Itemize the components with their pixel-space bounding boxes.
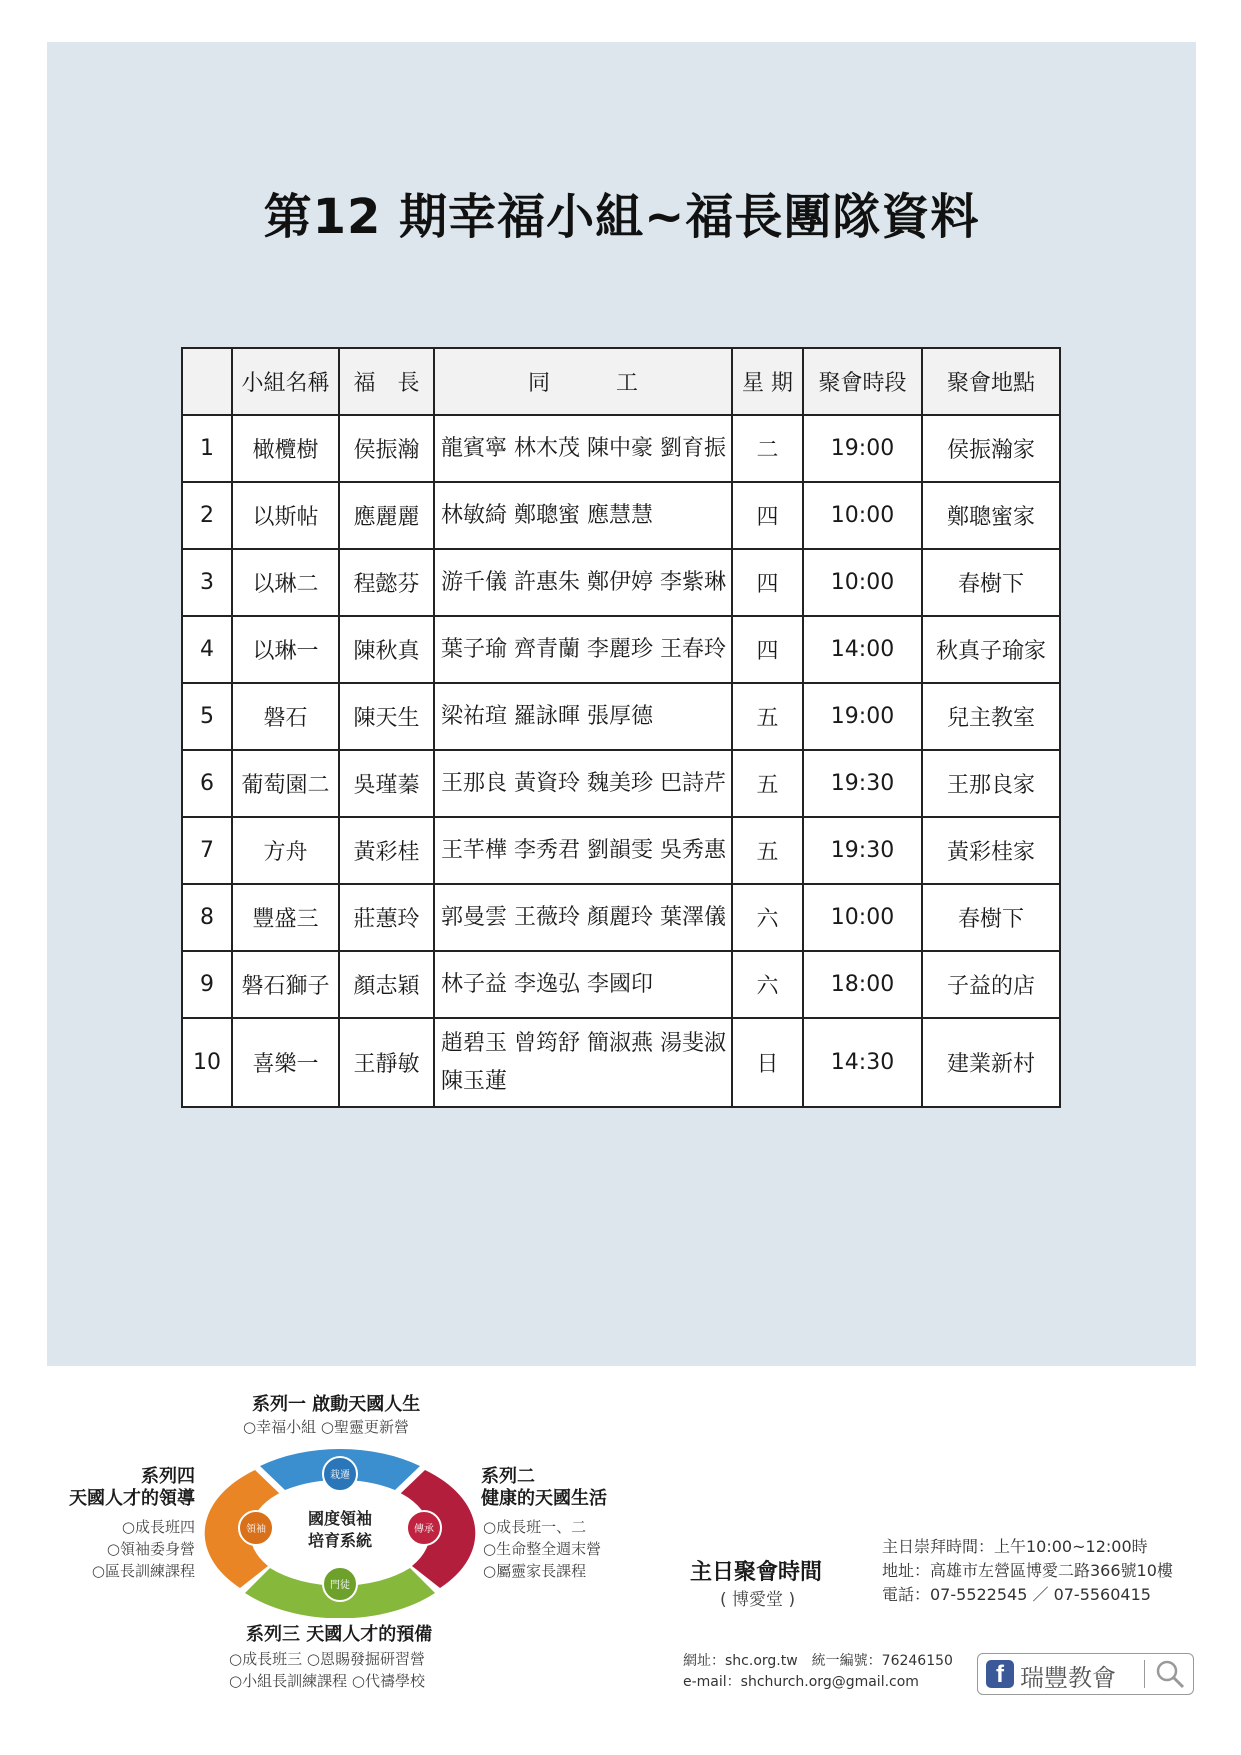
series1-title: 系列一 啟動天國人生 [252,1394,421,1415]
cell-number: 8 [182,884,232,951]
cell-day: 五 [732,817,803,884]
cell-leader: 顏志穎 [339,951,434,1018]
cell-day: 六 [732,884,803,951]
cell-leader: 陳秋真 [339,616,434,683]
header-coworkers: 同 工 [434,348,732,415]
cell-time: 18:00 [803,951,922,1018]
facebook-page-name: 瑞豐教會 [1020,1664,1116,1692]
cell-coworkers: 趙碧玉 曾筠舒 簡淑燕 湯斐淑 陳玉蓮 [434,1018,732,1107]
series3-item: ○成長班三 ○恩賜發掘研習營 [229,1650,425,1668]
cell-place: 春樹下 [922,549,1060,616]
cell-time: 19:30 [803,750,922,817]
cell-leader: 應麗麗 [339,482,434,549]
cell-place: 春樹下 [922,884,1060,951]
cell-time: 10:00 [803,549,922,616]
series4-item: ○成長班四 [121,1518,195,1536]
worship-time-title: 主日聚會時間 [690,1560,823,1585]
cell-day: 四 [732,482,803,549]
cell-place: 子益的店 [922,951,1060,1018]
facebook-search-box[interactable] [977,1653,1194,1695]
cell-number: 10 [182,1018,232,1107]
node-right: 傳承 [414,1524,434,1535]
series4-item: ○區長訓練課程 [91,1562,195,1580]
cell-day: 六 [732,951,803,1018]
cell-group-name: 以琳一 [232,616,339,683]
cell-place: 王那良家 [922,750,1060,817]
cell-leader: 吳瑾蓁 [339,750,434,817]
page-title: 第12 期幸福小組~福長團隊資料 [263,189,980,245]
phone: 電話：07-5522545 ／ 07-5560415 [882,1585,1151,1604]
cell-place: 侯振瀚家 [922,415,1060,482]
cell-group-name: 豐盛三 [232,884,339,951]
series2-title-line2: 健康的天國生活 [481,1488,607,1509]
cell-coworkers: 林子益 李逸弘 李國印 [434,951,732,1018]
cell-coworkers: 郭曼雲 王薇玲 顏麗玲 葉澤儀 [434,884,732,951]
cell-time: 19:30 [803,817,922,884]
cell-leader: 黃彩桂 [339,817,434,884]
node-top: 栽遷 [330,1470,350,1481]
cell-group-name: 以斯帖 [232,482,339,549]
diagram-center-line1: 國度領袖 [307,1509,373,1528]
header-day: 星 期 [732,348,803,415]
cell-group-name: 喜樂一 [232,1018,339,1107]
series2-item: ○屬靈家長課程 [483,1562,587,1580]
cell-day: 四 [732,549,803,616]
cell-time: 19:00 [803,683,922,750]
cell-coworkers: 葉子瑜 齊青蘭 李麗珍 王春玲 [434,616,732,683]
cell-number: 7 [182,817,232,884]
cell-coworkers: 游千儀 許惠朱 鄭伊婷 李紫琳 [434,549,732,616]
worship-location: ( 博愛堂 ) [720,1590,796,1610]
cell-leader: 莊蕙玲 [339,884,434,951]
series4-item: ○領袖委身營 [106,1540,195,1558]
table-row [182,549,1060,616]
table-row [182,1018,1060,1107]
cell-time: 10:00 [803,482,922,549]
cell-number: 3 [182,549,232,616]
series2-title-line1: 系列二 [481,1466,535,1487]
cell-leader: 侯振瀚 [339,415,434,482]
search-icon[interactable] [1152,1656,1188,1692]
cell-group-name: 葡萄園二 [232,750,339,817]
table-row [182,415,1060,482]
cell-time: 10:00 [803,884,922,951]
header-time: 聚會時段 [803,348,922,415]
node-left: 領袖 [246,1524,266,1535]
table-row [182,482,1060,549]
cell-place: 建業新村 [922,1018,1060,1107]
cell-time: 14:00 [803,616,922,683]
cell-number: 2 [182,482,232,549]
cell-group-name: 磐石獅子 [232,951,339,1018]
node-bottom: 門徒 [330,1580,350,1591]
cell-place: 秋真子瑜家 [922,616,1060,683]
cell-day: 五 [732,750,803,817]
table-row [182,616,1060,683]
cell-leader: 程懿芬 [339,549,434,616]
cell-leader: 陳天生 [339,683,434,750]
series3-title: 系列三 天國人才的預備 [246,1624,433,1645]
cell-place: 兒主教室 [922,683,1060,750]
email[interactable]: e-mail：shchurch.org@gmail.com [683,1674,919,1690]
cell-place: 黃彩桂家 [922,817,1060,884]
series4-title-line2: 天國人才的領導 [69,1488,195,1509]
cell-group-name: 以琳二 [232,549,339,616]
series2-item: ○成長班一、二 [483,1518,587,1536]
cell-number: 5 [182,683,232,750]
cell-day: 四 [732,616,803,683]
table-row [182,683,1060,750]
cell-day: 五 [732,683,803,750]
cell-coworkers: 王芊樺 李秀君 劉韻雯 吳秀惠 [434,817,732,884]
series4-title-line1: 系列四 [141,1466,195,1487]
cell-group-name: 方舟 [232,817,339,884]
cell-group-name: 橄欖樹 [232,415,339,482]
facebook-icon: f [986,1660,1014,1688]
header-place: 聚會地點 [922,348,1060,415]
cell-place: 鄭聰蜜家 [922,482,1060,549]
cell-coworkers: 林敏綺 鄭聰蜜 應慧慧 [434,482,732,549]
service-time: 主日崇拜時間：上午10:00~12:00時 [882,1537,1148,1556]
table-row [182,951,1060,1018]
series1-items: ○幸福小組 ○聖靈更新營 [243,1418,409,1436]
cell-number: 1 [182,415,232,482]
group-leaders-table [181,347,1061,1108]
table-row [182,884,1060,951]
cell-day: 二 [732,415,803,482]
table-row [182,817,1060,884]
header-leader: 福 長 [339,348,434,415]
header-number [182,348,232,415]
cell-time: 14:30 [803,1018,922,1107]
table-row [182,750,1060,817]
cell-leader: 王靜敏 [339,1018,434,1107]
cell-group-name: 磐石 [232,683,339,750]
cell-coworkers: 梁祐瑄 羅詠暉 張厚德 [434,683,732,750]
series2-item: ○生命整全週末營 [483,1540,602,1558]
leadership-cycle-diagram [200,1438,480,1618]
header-group-name: 小組名稱 [232,348,339,415]
series3-item: ○小組長訓練課程 ○代禱學校 [229,1672,425,1690]
cell-number: 9 [182,951,232,1018]
diagram-center-line2: 培育系統 [307,1531,373,1550]
divider [1144,1660,1145,1688]
website[interactable]: 網址：shc.org.tw 統一編號：76246150 [683,1653,953,1669]
cell-time: 19:00 [803,415,922,482]
address: 地址：高雄市左營區博愛二路366號10樓 [882,1561,1173,1580]
cell-day: 日 [732,1018,803,1107]
cell-number: 6 [182,750,232,817]
cell-coworkers: 龍賓寧 林木茂 陳中豪 劉育振 [434,415,732,482]
cell-coworkers: 王那良 黃資玲 魏美珍 巴詩芹 [434,750,732,817]
cell-number: 4 [182,616,232,683]
table-header-row [182,348,1060,415]
